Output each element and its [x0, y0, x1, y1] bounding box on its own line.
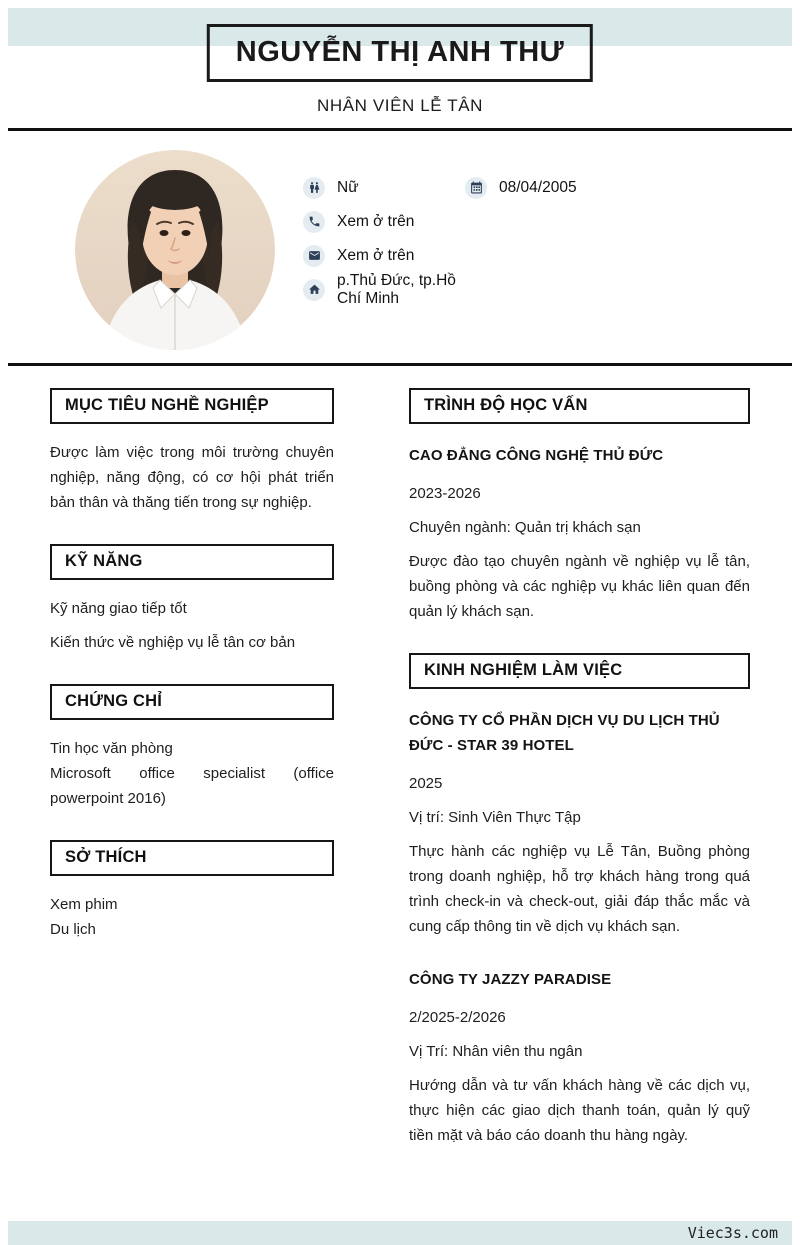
portrait-illustration — [75, 150, 275, 350]
education-years: 2023-2026 — [409, 485, 481, 502]
name-box — [207, 24, 593, 82]
contact-birthday-value: 08/04/2005 — [499, 178, 577, 196]
objective-text: Được làm việc trong môi trường chuyên nghiệp, năng động, có cơ hội phát triển bản thân và thăng tiến trong sự nghiệp. — [50, 444, 334, 511]
experience-entry — [409, 967, 750, 1148]
skill-item: Kiến thức về nghiệp vụ lễ tân cơ bản — [50, 634, 296, 651]
contact-email-value: Xem ở trên — [337, 246, 415, 264]
education-school: CAO ĐẲNG CÔNG NGHỆ THỦ ĐỨC — [409, 447, 664, 464]
contact-birthday — [465, 177, 627, 199]
hobby-item: Xem phim — [50, 896, 118, 913]
section-heading-objective: MỤC TIÊU NGHỀ NGHIỆP — [50, 388, 334, 424]
gender-icon — [303, 177, 325, 199]
contact-gender-value: Nữ — [337, 178, 359, 196]
section-heading-experience: KINH NGHIỆM LÀM VIỆC — [409, 653, 750, 689]
job-position: Vị trí: Sinh Viên Thực Tập — [409, 809, 581, 826]
page-title: NGUYỄN THỊ ANH THƯ — [235, 36, 565, 68]
section-heading-education: TRÌNH ĐỘ HỌC VẤN — [409, 388, 750, 424]
job-title: NHÂN VIÊN LỄ TÂN — [316, 96, 484, 115]
experience-entry — [409, 708, 750, 939]
left-column — [50, 388, 334, 942]
contact-gender — [303, 177, 465, 199]
contact-phone-value: Xem ở trên — [337, 212, 415, 230]
education-description: Được đào tạo chuyên ngành về nghiệp vụ lễ tân, buồng phòng và các nghiệp vụ khác liên quan đến quản lý khách sạn. — [409, 553, 750, 620]
job-company: CÔNG TY CỔ PHẦN DỊCH VỤ DU LỊCH THỦ ĐỨC - STAR 39 HOTEL — [409, 712, 720, 754]
profile-photo — [75, 150, 275, 350]
hobby-item: Du lịch — [50, 921, 96, 938]
divider-middle — [8, 363, 792, 366]
contact-list — [303, 174, 773, 310]
contact-row — [303, 208, 773, 235]
phone-icon — [303, 211, 325, 233]
job-period: 2/2025-2/2026 — [409, 1009, 506, 1026]
section-heading-hobbies: SỞ THÍCH — [50, 840, 334, 876]
contact-phone — [303, 211, 465, 233]
job-description: Thực hành các nghiệp vụ Lễ Tân, Buồng phòng trong doanh nghiệp, hỗ trợ khách hàng trong quá trình check-in và check-out, giải đáp thắc mắc và cung cấp thông tin về dịch vụ khách sạn. — [409, 843, 750, 935]
certificate-item: Microsoft office specialist (office powerpoint 2016) — [50, 765, 334, 807]
contact-email — [303, 245, 465, 267]
section-heading-certificates: CHỨNG CHỈ — [50, 684, 334, 720]
job-position: Vị Trí: Nhân viên thu ngân — [409, 1043, 583, 1060]
skill-item: Kỹ năng giao tiếp tốt — [50, 600, 187, 617]
calendar-icon — [465, 177, 487, 199]
home-icon — [303, 279, 325, 301]
job-period: 2025 — [409, 775, 443, 792]
certificate-item: Tin học văn phòng — [50, 740, 173, 757]
contact-row — [303, 174, 773, 201]
contact-row — [303, 271, 773, 307]
email-icon — [303, 245, 325, 267]
divider-top — [8, 128, 792, 131]
footer-band — [8, 1221, 792, 1245]
job-description: Hướng dẫn và tư vấn khách hàng về các dịch vụ, thực hiện các giao dịch thanh toán, quản lý quỹ tiền mặt và báo cáo doanh thu hàng ngày. — [409, 1077, 750, 1144]
contact-address-value: p.Thủ Đức, tp.Hồ Chí Minh — [337, 271, 456, 307]
education-major: Chuyên ngành: Quản trị khách sạn — [409, 519, 641, 536]
contact-address — [303, 272, 465, 308]
watermark-text: Viec3s.com — [687, 1224, 778, 1242]
job-company: CÔNG TY JAZZY PARADISE — [409, 971, 612, 988]
right-column — [409, 388, 750, 1148]
contact-row — [303, 242, 773, 269]
section-heading-skills: KỸ NĂNG — [50, 544, 334, 580]
